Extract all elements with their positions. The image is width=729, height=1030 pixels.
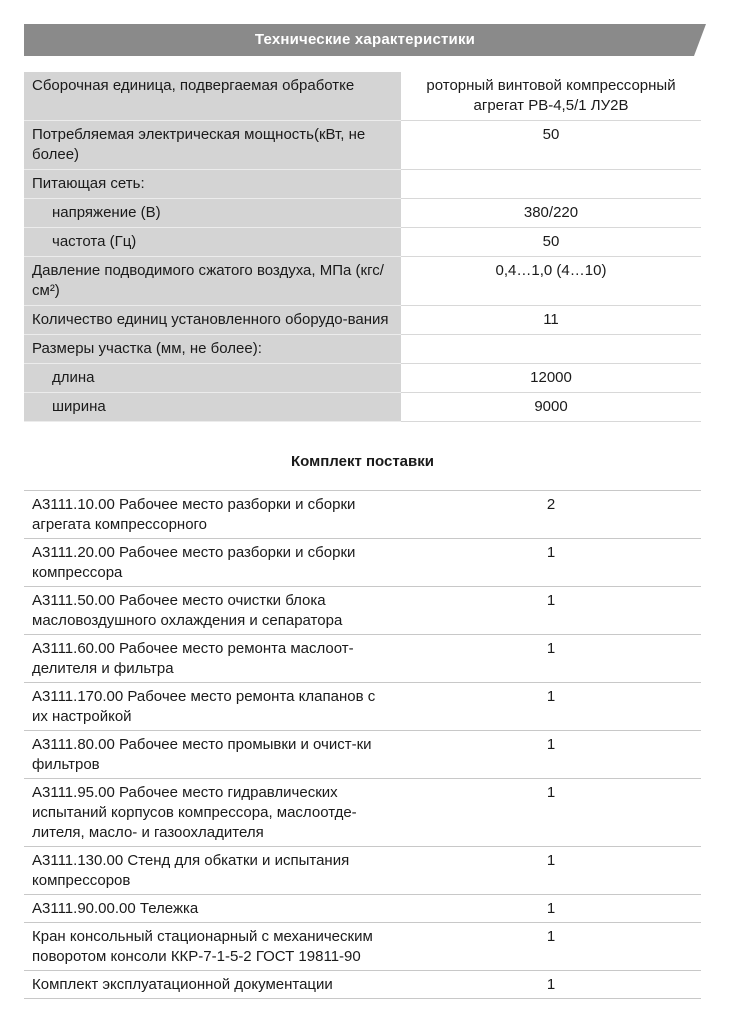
delivery-row xyxy=(24,971,701,999)
delivery-item-qty: 1 xyxy=(401,895,701,923)
section-header-banner xyxy=(24,24,706,56)
delivery-row xyxy=(24,847,701,895)
delivery-item-qty: 1 xyxy=(401,635,701,683)
spec-label: Сборочная единица, подвергаемая обработке xyxy=(24,72,401,121)
spec-label: длина xyxy=(24,364,401,393)
delivery-row xyxy=(24,731,701,779)
delivery-row xyxy=(24,491,701,539)
spec-row xyxy=(24,199,701,228)
spec-label: напряжение (В) xyxy=(24,199,401,228)
spec-value: 12000 xyxy=(401,364,701,393)
spec-row xyxy=(24,364,701,393)
delivery-item-label: А3111.60.00 Рабочее место ремонта маслоот-делителя и фильтра xyxy=(24,635,401,683)
section-title-specs: Технические характеристики xyxy=(254,31,476,48)
delivery-row xyxy=(24,539,701,587)
delivery-item-qty: 1 xyxy=(401,587,701,635)
spec-value xyxy=(401,335,701,364)
delivery-item-qty: 1 xyxy=(401,923,701,971)
spec-row xyxy=(24,335,701,364)
spec-row xyxy=(24,257,701,306)
delivery-row xyxy=(24,587,701,635)
delivery-item-label: А3111.80.00 Рабочее место промывки и очист-ки фильтров xyxy=(24,731,401,779)
delivery-row xyxy=(24,895,701,923)
delivery-item-label: А3111.10.00 Рабочее место разборки и сборки агрегата компрессорного xyxy=(24,491,401,539)
delivery-table xyxy=(24,490,701,999)
spec-value: роторный винтовой компрессорный агрегат РВ-4,5/1 ЛУ2В xyxy=(401,72,701,121)
delivery-item-label: А3111.95.00 Рабочее место гидравлических испытаний корпусов компрессора, маслоотде-лителя, масло- и газоохладителя xyxy=(24,779,401,847)
spec-label: ширина xyxy=(24,393,401,422)
delivery-item-label: А3111.130.00 Стенд для обкатки и испытания компрессоров xyxy=(24,847,401,895)
delivery-item-label: А3111.170.00 Рабочее место ремонта клапанов с их настройкой xyxy=(24,683,401,731)
delivery-item-qty: 1 xyxy=(401,779,701,847)
spec-row xyxy=(24,228,701,257)
spec-value: 11 xyxy=(401,306,701,335)
delivery-item-qty: 1 xyxy=(401,731,701,779)
spec-label: Питающая сеть: xyxy=(24,170,401,199)
delivery-row xyxy=(24,779,701,847)
spec-value: 380/220 xyxy=(401,199,701,228)
specs-table xyxy=(24,72,701,422)
delivery-item-label: Кран консольный стационарный с механическим поворотом консоли ККР-7-1-5-2 ГОСТ 19811-90 xyxy=(24,923,401,971)
delivery-row xyxy=(24,683,701,731)
spec-row xyxy=(24,170,701,199)
spec-value xyxy=(401,170,701,199)
spec-label: Размеры участка (мм, не более): xyxy=(24,335,401,364)
spec-value: 50 xyxy=(401,228,701,257)
spec-row xyxy=(24,72,701,121)
spec-label: Потребляемая электрическая мощность(кВт, не более) xyxy=(24,121,401,170)
spec-label: частота (Гц) xyxy=(24,228,401,257)
delivery-row xyxy=(24,923,701,971)
spec-row xyxy=(24,121,701,170)
spec-value: 9000 xyxy=(401,393,701,422)
delivery-item-qty: 1 xyxy=(401,539,701,587)
section-title-delivery: Комплект поставки xyxy=(291,453,434,470)
delivery-item-qty: 2 xyxy=(401,491,701,539)
spec-row xyxy=(24,393,701,422)
delivery-item-label: Комплект эксплуатационной документации xyxy=(24,971,401,999)
spec-value: 50 xyxy=(401,121,701,170)
spec-value: 0,4…1,0 (4…10) xyxy=(401,257,701,306)
delivery-item-qty: 1 xyxy=(401,683,701,731)
spec-label: Количество единиц установленного оборудо-вания xyxy=(24,306,401,335)
delivery-row xyxy=(24,635,701,683)
delivery-item-label: А3111.90.00.00 Тележка xyxy=(24,895,401,923)
spec-label: Давление подводимого сжатого воздуха, МПа (кгс/см²) xyxy=(24,257,401,306)
delivery-item-label: А3111.20.00 Рабочее место разборки и сборки компрессора xyxy=(24,539,401,587)
delivery-item-qty: 1 xyxy=(401,847,701,895)
delivery-item-qty: 1 xyxy=(401,971,701,999)
delivery-item-label: А3111.50.00 Рабочее место очистки блока масловоздушного охлаждения и сепаратора xyxy=(24,587,401,635)
spec-row xyxy=(24,306,701,335)
